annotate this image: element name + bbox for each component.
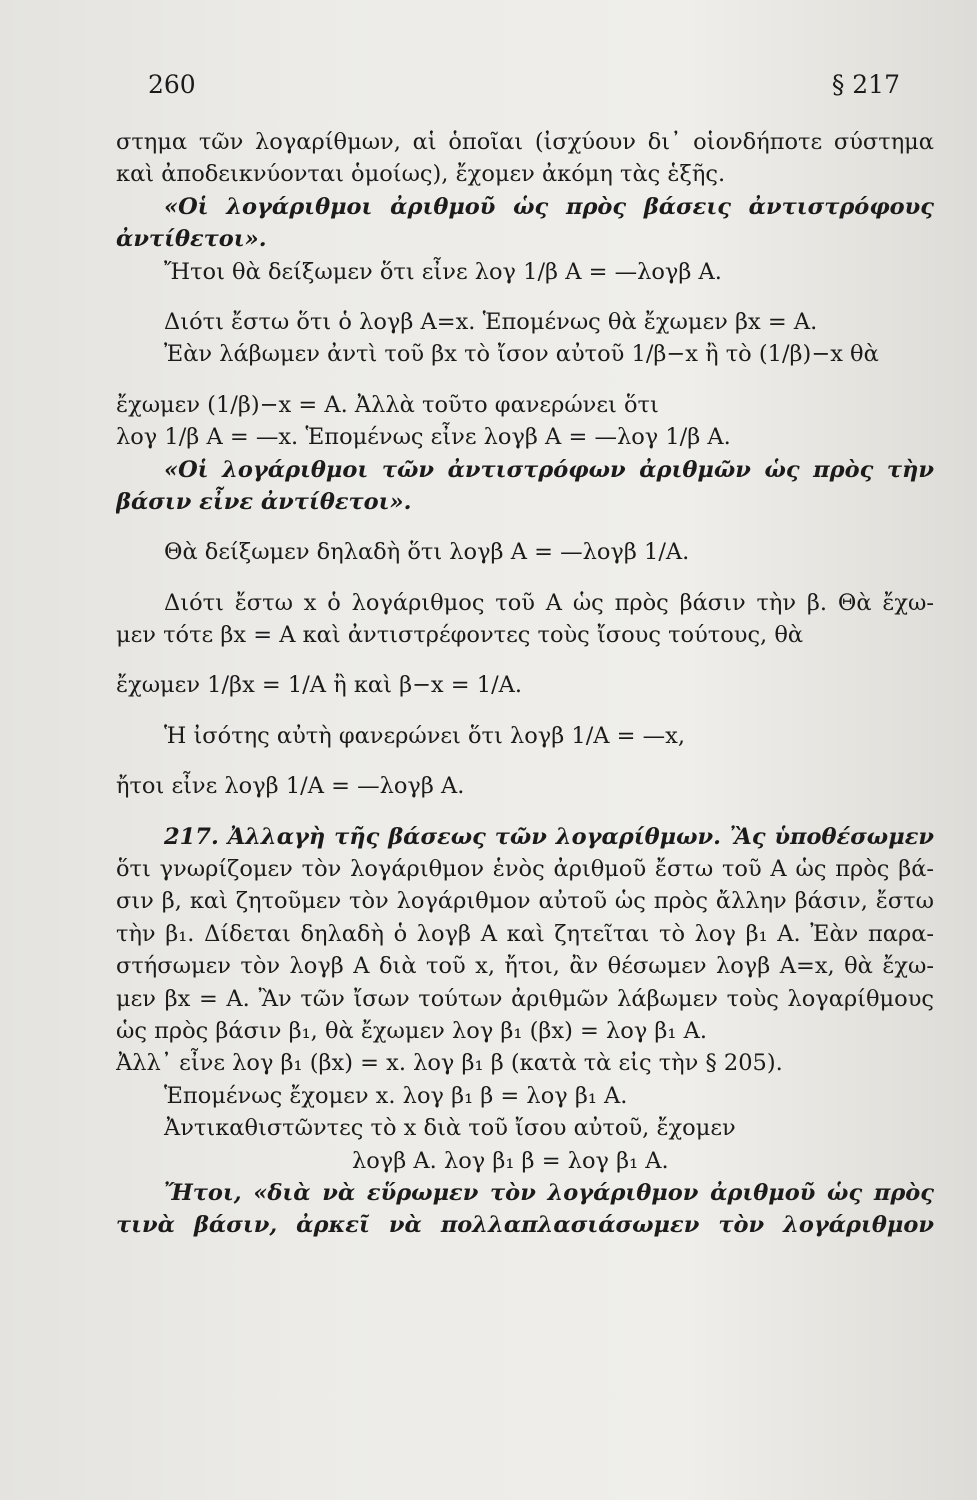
section-heading-line bbox=[116, 821, 934, 853]
section-number: § 217 bbox=[831, 70, 900, 99]
page-number: 260 bbox=[148, 70, 196, 99]
text-line: Ἑπομένως ἔχομεν x. λογ β₁ β = λογ β₁ Α. bbox=[164, 1082, 628, 1109]
theorem-line: βάσιν εἶνε ἀντίθετοι». bbox=[116, 488, 412, 515]
text-line: τὴν β₁. Δίδεται δηλαδὴ ὁ λογβ Α καὶ ζητεῖται τὸ λογ β₁ Α. Ἐὰν παρα- bbox=[116, 920, 934, 947]
page-body bbox=[116, 126, 934, 1242]
text-line: ἤτοι εἶνε λογβ 1/Α = —λογβ Α. bbox=[116, 773, 465, 800]
text-line: Ἐὰν λάβωμεν ἀντὶ τοῦ βx τὸ ἴσον αὐτοῦ 1/β−x ἢ τὸ (1/β)−x θὰ bbox=[164, 341, 879, 368]
text-line: μεν τότε βx = Α καὶ ἀντιστρέφοντες τοὺς ἴσους τούτους, θὰ bbox=[116, 622, 804, 649]
section-title: 217. Ἀλλαγὴ τῆς βάσεως τῶν λογαρίθμων. Ἂς ὑποθέσωμεν bbox=[164, 823, 934, 850]
text-line: ἔχωμεν (1/β)−x = Α. Ἀλλὰ τοῦτο φανερώνει ὅτι bbox=[116, 391, 659, 418]
text-line: καὶ ἀποδεικνύονται ὁμοίως), ἔχομεν ἀκόμη τὰς ἑξῆς. bbox=[116, 161, 726, 188]
text-line: στήσωμεν τὸν λογβ Α διὰ τοῦ x, ἤτοι, ἂν θέσωμεν λογβ Α=x, θὰ ἔχω- bbox=[116, 953, 934, 980]
text-line: Διότι ἔστω ὅτι ὁ λογβ Α=x. Ἑπομένως θὰ ἔχωμεν βx = Α. bbox=[164, 308, 818, 335]
page-header bbox=[148, 70, 900, 110]
theorem-line: ἀντίθετοι». bbox=[116, 226, 267, 253]
text-line: μεν βx = Α. Ἂν τῶν ἴσων τούτων ἀριθμῶν λάβωμεν τοὺς λογαρίθμους bbox=[116, 985, 934, 1012]
text-line: στημα τῶν λογαρίθμων, αἱ ὁποῖαι (ἰσχύουν δι᾿ οἱονδήποτε σύστημα bbox=[116, 129, 934, 155]
text-line: Ἡ ἰσότης αὐτὴ φανερώνει ὅτι λογβ 1/Α = —x, bbox=[164, 722, 686, 749]
text-line: Διότι ἔστω x ὁ λογάριθμος τοῦ Α ὡς πρὸς βάσιν τὴν β. Θὰ ἔχω- bbox=[164, 589, 934, 616]
text-line: Ἤτοι θὰ δείξωμεν ὅτι εἶνε λογ 1/β Α = —λογβ Α. bbox=[164, 258, 722, 285]
text-line: Θὰ δείξωμεν δηλαδὴ ὅτι λογβ Α = —λογβ 1/Α. bbox=[164, 539, 690, 566]
text-line: λογβ Α. λογ β₁ β = λογ β₁ Α. bbox=[352, 1147, 669, 1174]
text-line: σιν β, καὶ ζητοῦμεν τὸν λογάριθμον αὐτοῦ ὡς πρὸς ἄλλην βάσιν, ἔστω bbox=[116, 888, 934, 915]
rule-line: Ἤτοι, «διὰ νὰ εὕρωμεν τὸν λογάριθμον ἀριθμοῦ ὡς πρὸς bbox=[164, 1179, 934, 1206]
text-line: ὡς πρὸς βάσιν β₁, θὰ ἔχωμεν λογ β₁ (βx) = λογ β₁ Α. bbox=[116, 1017, 707, 1044]
text-line: ὅτι γνωρίζομεν τὸν λογάριθμον ἑνὸς ἀριθμοῦ ἔστω τοῦ Α ὡς πρὸς βά- bbox=[116, 856, 934, 883]
text-line: λογ 1/β Α = —x. Ἑπομένως εἶνε λογβ Α = —λογ 1/β Α. bbox=[116, 424, 731, 451]
theorem-line: «Οἱ λογάριθμοι τῶν ἀντιστρόφων ἀριθμῶν ὡς πρὸς τὴν bbox=[164, 456, 934, 483]
rule-line: τινὰ βάσιν, ἀρκεῖ νὰ πολλαπλασιάσωμεν τὸν λογάριθμον bbox=[116, 1212, 934, 1239]
theorem-line: «Οἱ λογάριθμοι ἀριθμοῦ ὡς πρὸς βάσεις ἀντιστρόφους bbox=[164, 193, 934, 220]
text-line: Ἀλλ᾿ εἶνε λογ β₁ (βx) = x. λογ β₁ β (κατὰ τὰ εἰς τὴν § 205). bbox=[116, 1050, 783, 1077]
text-line: Ἀντικαθιστῶντες τὸ x διὰ τοῦ ἴσου αὐτοῦ, ἔχομεν bbox=[164, 1115, 736, 1142]
text-line: ἔχωμεν 1/βx = 1/Α ἢ καὶ β−x = 1/Α. bbox=[116, 672, 523, 699]
